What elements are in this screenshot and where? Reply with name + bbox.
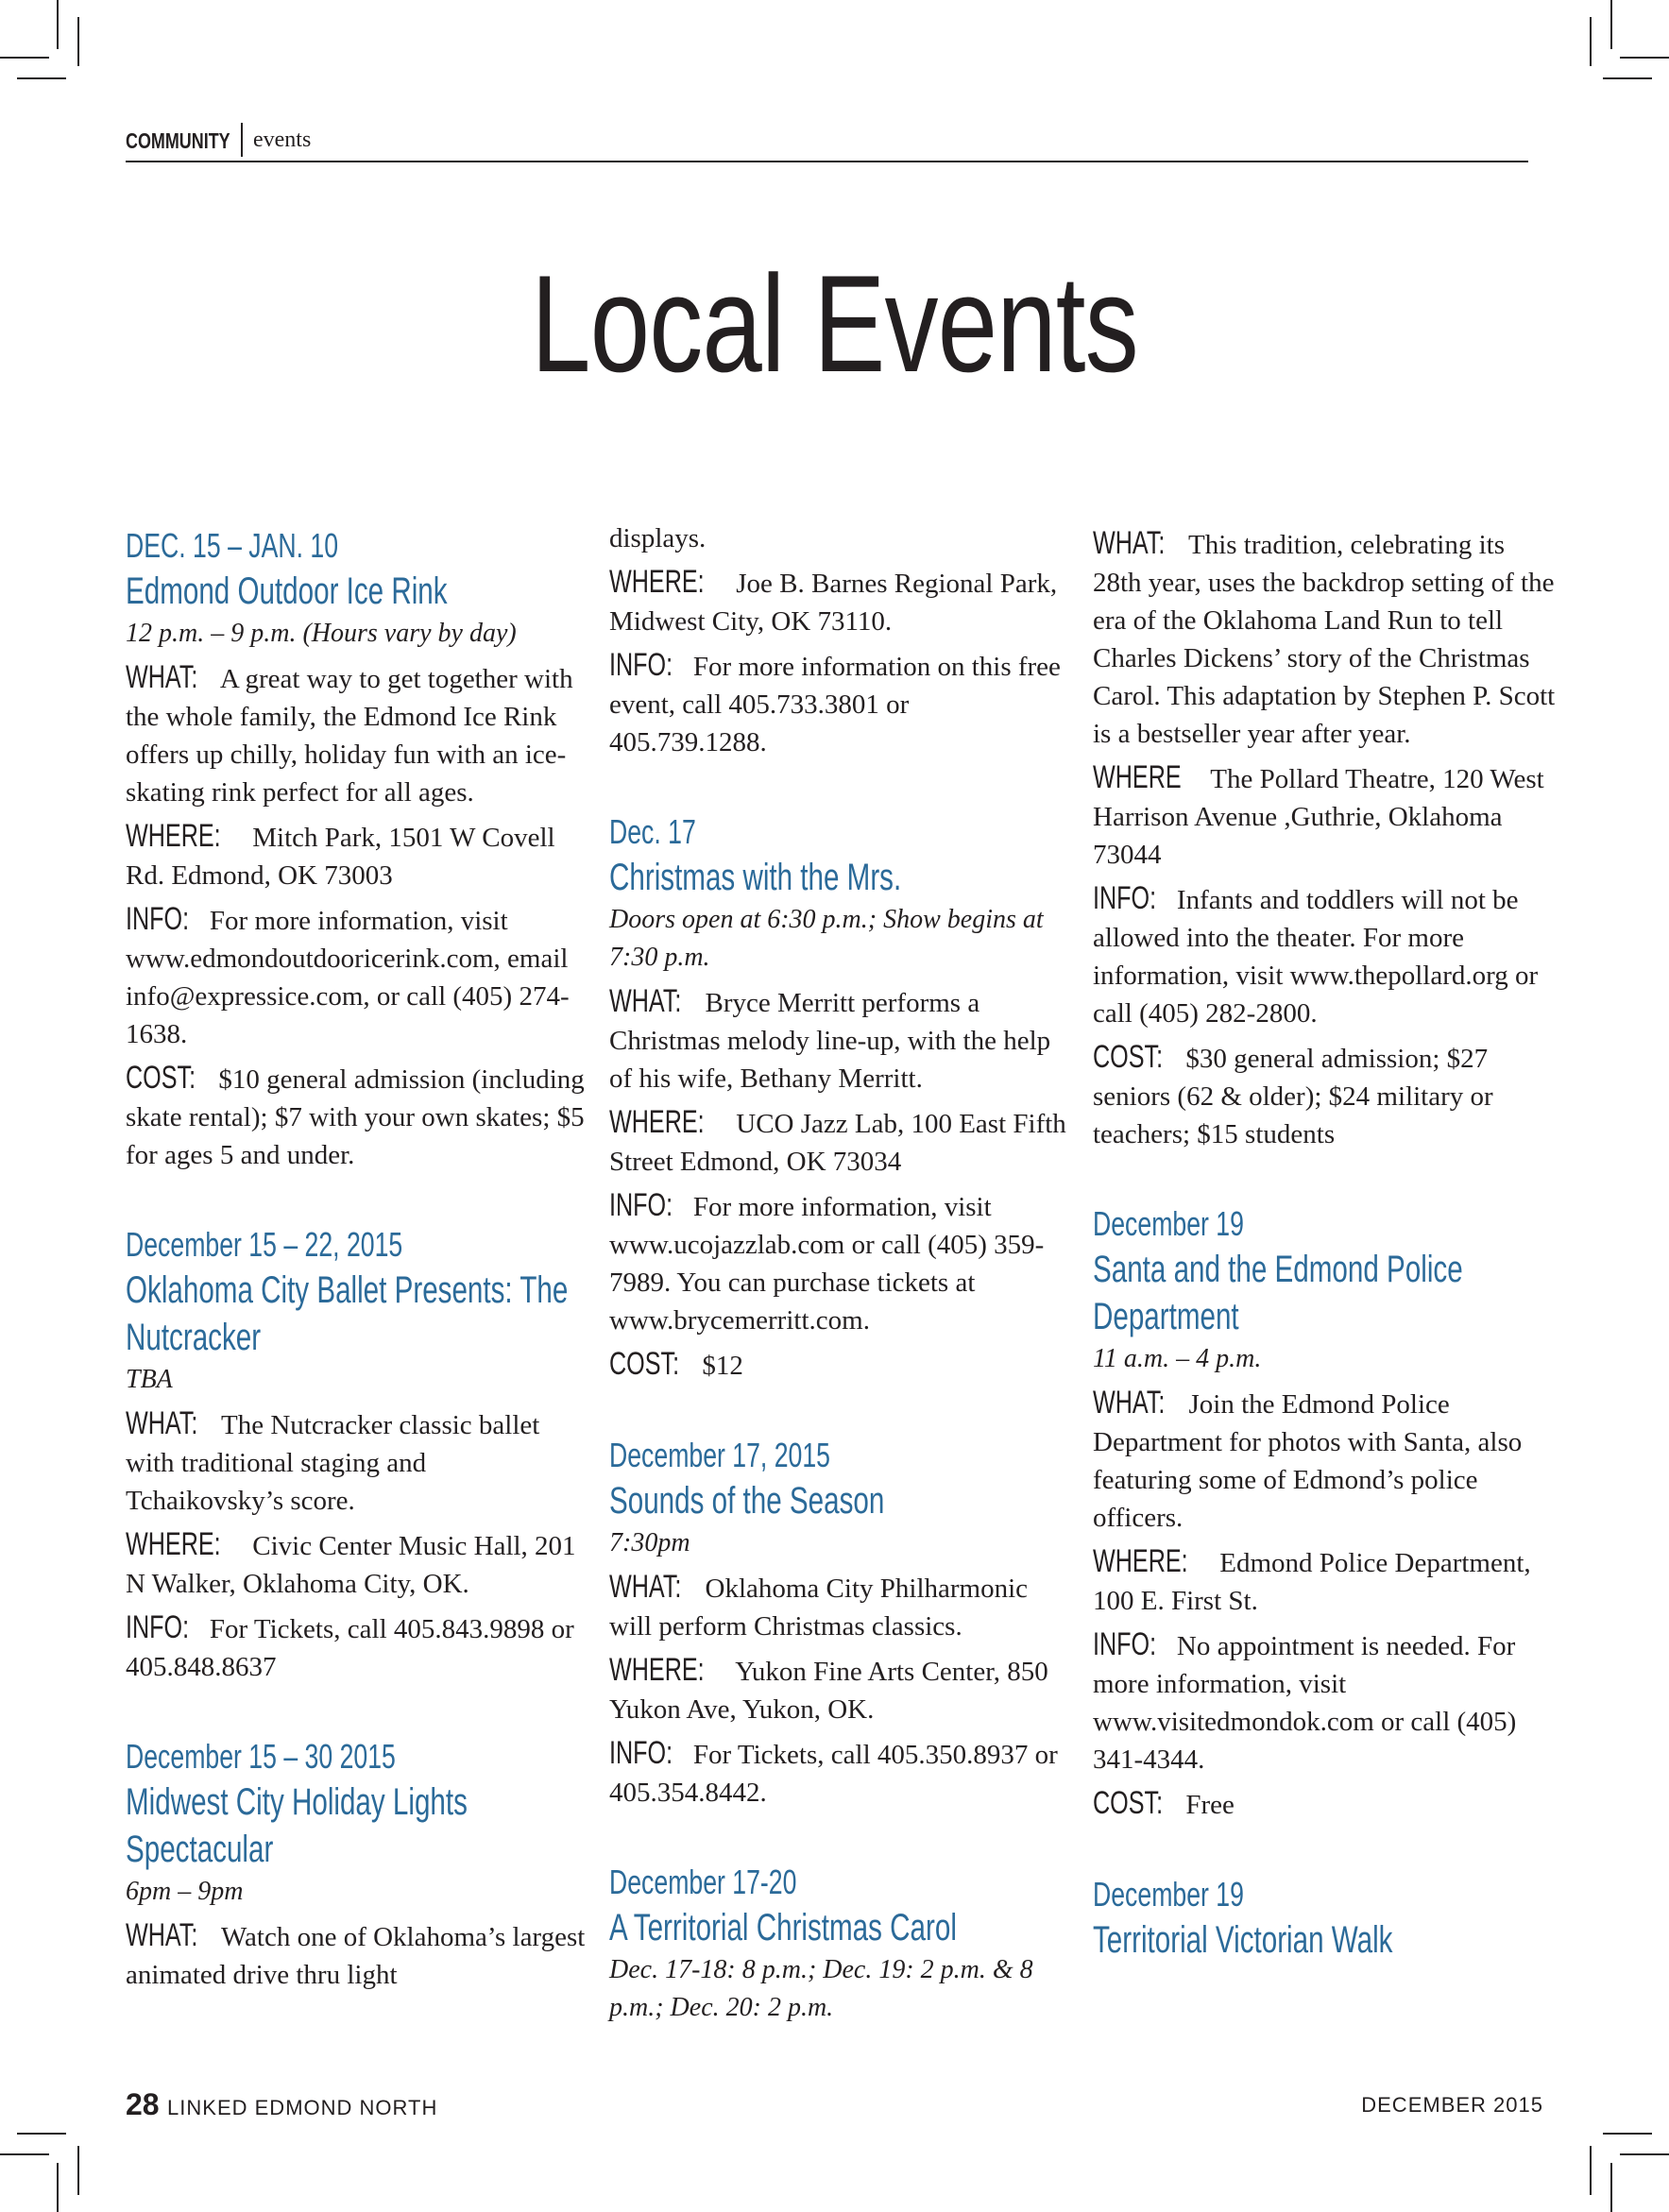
event-title: Oklahoma City Ballet Presents: The Nutcracker [126, 1269, 569, 1358]
event-where [609, 563, 1072, 640]
cost-label: COST: [1093, 1785, 1164, 1821]
event-title: Edmond Outdoor Ice Rink [126, 570, 448, 612]
column-1 [126, 524, 588, 2043]
event-territorial-carol [609, 1861, 1072, 2027]
crop-mark [0, 2153, 49, 2155]
cost-text: $30 general admission; $27 seniors (62 & older); $24 military or teachers; $15 students [1093, 1044, 1493, 1149]
event-time: TBA [126, 1365, 173, 1394]
info-text: For Tickets, call 405.350.8937 or 405.354.8442. [609, 1740, 1058, 1808]
event-where [609, 1103, 1072, 1181]
info-label: INFO: [609, 1187, 673, 1223]
column-3 [1093, 524, 1556, 2013]
where-text: Yukon Fine Arts Center, 850 Yukon Ave, Yukon, OK. [609, 1657, 1048, 1725]
cost-label: COST: [1093, 1039, 1164, 1075]
what-text: This tradition, celebrating its 28th year, uses the backdrop setting of the era of the Oklahoma Land Run to tell Charles Dickens’ story of the Christmas Carol. This adaptation by Stephen P. Scott is a bestseller year after year. [1093, 530, 1556, 749]
info-text: Infants and toddlers will not be allowed into the theater. For more information, visit www.thepollard.org or call (405) 282-2800. [1093, 885, 1539, 1029]
what-text: Join the Edmond Police Department for photos with Santa, also featuring some of Edmond’s police officers. [1093, 1389, 1523, 1533]
crop-mark [17, 77, 66, 79]
crop-mark [0, 57, 49, 59]
event-cost [126, 1059, 588, 1174]
event-where [126, 817, 588, 894]
event-title: Christmas with the Mrs. [609, 857, 902, 898]
event-time: Dec. 17-18: 8 p.m.; Dec. 19: 2 p.m. & 8 p.m.; Dec. 20: 2 p.m. [609, 1955, 1033, 2022]
event-info [609, 1734, 1072, 1812]
event-time: 6pm – 9pm [126, 1877, 244, 1906]
event-holiday-lights [126, 1735, 588, 1994]
info-text: For more information, visit www.ucojazzlab.com or call (405) 359-7989. You can purchase tickets at www.brycemerritt.com. [609, 1192, 1045, 1336]
event-date: December 19 [1093, 1204, 1244, 1243]
event-territorial-carol-continued [1093, 524, 1556, 1153]
what-text: Bryce Merritt performs a Christmas melody line-up, with the help of his wife, Bethany Merritt. [609, 988, 1051, 1094]
event-info [609, 1186, 1072, 1339]
event-cost [609, 1345, 1072, 1385]
where-label: WHERE: [126, 818, 221, 854]
event-info [609, 646, 1072, 761]
cost-text: $12 [702, 1351, 743, 1381]
section-header [126, 123, 1528, 162]
what-label: WHAT: [126, 1405, 198, 1441]
crop-mark [1603, 77, 1652, 79]
what-label: WHAT: [609, 1569, 682, 1605]
info-text: For more information on this free event, call 405.733.3801 or 405.739.1288. [609, 652, 1061, 757]
info-text: For more information, visit www.edmondoutdooricerink.com, email info@expressice.com, or call (405) 274-1638. [126, 906, 570, 1049]
event-where [1093, 758, 1556, 874]
what-text: Oklahoma City Philharmonic will perform Christmas classics. [609, 1574, 1029, 1642]
where-text: Civic Center Music Hall, 201 N Walker, Oklahoma City, OK. [126, 1531, 576, 1599]
event-ice-rink [126, 524, 588, 1174]
where-text: The Pollard Theatre, 120 West Harrison Avenue ,Guthrie, Oklahoma 73044 [1093, 764, 1544, 870]
event-christmas-mrs [609, 810, 1072, 1385]
event-time: 11 a.m. – 4 p.m. [1093, 1344, 1262, 1373]
event-time: Doors open at 6:30 p.m.; Show begins at 7:30 p.m. [609, 905, 1044, 972]
crop-mark [1610, 2163, 1612, 2212]
what-text-continued: displays. [609, 523, 707, 553]
section-divider [241, 123, 243, 157]
crop-mark [57, 0, 59, 49]
event-time: 7:30pm [609, 1528, 690, 1557]
section-subtitle: events [253, 128, 312, 152]
crop-mark [1610, 0, 1612, 49]
cost-label: COST: [126, 1060, 196, 1096]
crop-mark [1590, 17, 1592, 66]
event-date: December 17-20 [609, 1863, 797, 1901]
event-date: DEC. 15 – JAN. 10 [126, 526, 339, 565]
info-text: No appointment is needed. For more information, visit www.visitedmondok.com or call (405) 341-4344. [1093, 1631, 1517, 1775]
where-label: WHERE: [609, 1652, 705, 1688]
crop-mark [77, 2146, 79, 2195]
event-title: Santa and the Edmond Police Department [1093, 1249, 1463, 1337]
event-holiday-lights-continued [609, 519, 1072, 761]
what-label: WHAT: [126, 659, 198, 695]
event-nutcracker [126, 1223, 588, 1686]
event-info [126, 1608, 588, 1686]
event-time: 12 p.m. – 9 p.m. (Hours vary by day) [126, 619, 517, 648]
crop-mark [17, 2133, 66, 2135]
column-2 [609, 519, 1072, 2076]
crop-mark [77, 17, 79, 66]
event-what [126, 1916, 588, 1994]
where-text: Edmond Police Department, 100 E. First St. [1093, 1548, 1531, 1616]
event-date: December 19 [1093, 1875, 1244, 1914]
info-label: INFO: [126, 1609, 190, 1645]
where-label: WHERE: [126, 1526, 221, 1562]
info-label: INFO: [126, 901, 190, 937]
event-where [609, 1651, 1072, 1728]
cost-text: $10 general admission (including skate rental); $7 with your own skates; $5 for ages 5 and under. [126, 1064, 585, 1170]
info-label: INFO: [609, 1735, 673, 1771]
event-cost [1093, 1784, 1556, 1824]
event-victorian-walk [1093, 1873, 1556, 1964]
cost-label: COST: [609, 1346, 680, 1382]
event-sounds-season [609, 1434, 1072, 1812]
event-santa-police [1093, 1202, 1556, 1824]
where-text: UCO Jazz Lab, 100 East Fifth Street Edmond, OK 73034 [609, 1109, 1066, 1177]
event-what [1093, 1384, 1556, 1537]
where-text: Mitch Park, 1501 W Covell Rd. Edmond, OK 73003 [126, 823, 555, 891]
event-title: Territorial Victorian Walk [1093, 1919, 1393, 1961]
event-what [609, 1568, 1072, 1645]
event-title: Sounds of the Season [609, 1480, 885, 1522]
page-number: 28 [126, 2087, 160, 2121]
where-text: Joe B. Barnes Regional Park, Midwest City, OK 73110. [609, 569, 1058, 637]
event-what [126, 658, 588, 811]
what-label: WHAT: [1093, 525, 1166, 561]
page-footer [126, 2087, 437, 2122]
cost-text: Free [1185, 1790, 1235, 1820]
what-text: The Nutcracker classic ballet with traditional staging and Tchaikovsky’s score. [126, 1410, 540, 1516]
crop-mark [1620, 57, 1669, 59]
event-info [126, 900, 588, 1053]
info-label: INFO: [1093, 880, 1157, 916]
event-date: December 15 – 22, 2015 [126, 1225, 403, 1264]
what-label: WHAT: [609, 983, 682, 1019]
what-text: A great way to get together with the whole family, the Edmond Ice Rink offers up chilly, holiday fun with an ice-skating rink perfect for all ages. [126, 664, 573, 808]
crop-mark [1590, 2146, 1592, 2195]
event-title: Midwest City Holiday Lights Spectacular [126, 1781, 468, 1870]
section-label: COMMUNITY [126, 128, 230, 153]
crop-mark [1603, 2133, 1652, 2135]
crop-mark [57, 2163, 59, 2212]
event-where [126, 1525, 588, 1603]
event-info [1093, 1625, 1556, 1778]
info-label: INFO: [609, 647, 673, 683]
event-cost [1093, 1038, 1556, 1153]
page-title: Local Events [531, 247, 1138, 400]
event-what [126, 1404, 588, 1520]
issue-date: DECEMBER 2015 [1361, 2093, 1543, 2117]
event-what [609, 982, 1072, 1097]
where-label: WHERE: [609, 564, 705, 600]
event-info [1093, 879, 1556, 1032]
what-text: Watch one of Oklahoma’s largest animated drive thru light [126, 1922, 586, 1990]
event-date: December 17, 2015 [609, 1436, 830, 1474]
event-date: Dec. 17 [609, 812, 696, 851]
publication-name: LINKED EDMOND NORTH [167, 2096, 438, 2119]
what-label: WHAT: [126, 1917, 198, 1953]
where-label: WHERE [1093, 759, 1182, 795]
where-label: WHERE: [1093, 1543, 1188, 1579]
event-where [1093, 1542, 1556, 1620]
where-label: WHERE: [609, 1104, 705, 1140]
what-label: WHAT: [1093, 1385, 1166, 1421]
event-what [1093, 524, 1556, 753]
crop-mark [1620, 2153, 1669, 2155]
event-date: December 15 – 30 2015 [126, 1737, 396, 1776]
event-title: A Territorial Christmas Carol [609, 1907, 957, 1948]
info-label: INFO: [1093, 1626, 1157, 1662]
info-text: For Tickets, call 405.843.9898 or 405.848.8637 [126, 1614, 574, 1682]
